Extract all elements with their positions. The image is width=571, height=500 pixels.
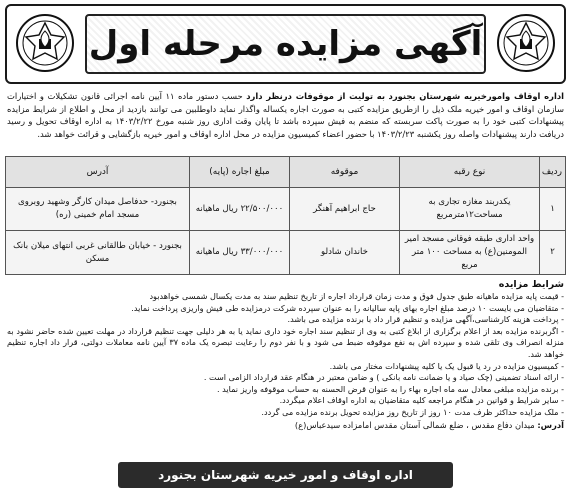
- intro-lead-rest: به تولیت از موقوفات درنظر دارد: [246, 91, 385, 101]
- ad-title: آگهی مزایده مرحله اول: [88, 24, 483, 64]
- condition-item: - متقاضیان می بایست ۱۰ درصد مبلغ اجاره بهای پایه سالیانه را به عنوان سپرده شرکت درمزایده طی فیش واریزی پرداخت نماید.: [131, 302, 564, 313]
- condition-item: - ملک مزایده حداکثر ظرف مدت ۱۰ روز از تاریخ روز مزایده تحویل برنده مزایده می گردد.: [261, 406, 564, 417]
- title-banner: [85, 14, 486, 74]
- condition-item: - ارائه اسناد تضمینی (چک صیاد و یا ضمانت نامه بانکی ) و ضامن معتبر در هنگام عقد قرارداد الزامی است .: [203, 372, 564, 383]
- conditions-title: شرایط مزایده: [498, 279, 564, 290]
- row-endowment: حاج ابراهیم آهنگر: [290, 188, 400, 231]
- intro-body: حسب دستور ماده ۱۱ آیین نامه اجرائی قانون تشکیلات و اختیارات سازمان اوقاف و امور خیریه ملک ذیل را ازطریق مزایده کتبی به صورت اجاره یکساله واگذار نماید داوطلبین می توانند بازدید از محل و اطلاع از شرایط مزایده پیشنهادات کتبی خود را به صورت پاکت سربسته که منضم به فیش سپرده باشد تا پایان وقت اداری روز شنبه مورخ ۱۴۰۳/۲/۲۲ به اداره اوقاف تحویل و رسید دریافت دارند پیشنهادات واصله روز یکشنبه ۱۴۰۳/۲/۲۳ با حضور اعضاء کمیسیون مزایده در محل اداره اوقاف و امور خیریه بازگشایی و قرائت خواهد شد.: [7, 91, 564, 139]
- header-type: نوع رقبه: [400, 157, 540, 188]
- condition-item: - برنده مزایده مبلغی معادل سه ماه اجاره بهاء را به عنوان قرض الحسنه به حساب موقوفه واریز نماید .: [216, 383, 564, 394]
- awqaf-emblem-icon: [496, 13, 556, 73]
- row-rent: ۲۲/۵۰۰/۰۰۰ ریال ماهیانه: [190, 188, 290, 231]
- footer-banner: اداره اوقاف و امور خیریه شهرستان بجنورد: [118, 462, 453, 488]
- ad-header: [5, 4, 566, 84]
- awqaf-emblem-icon: [15, 13, 75, 73]
- intro-lead: اداره اوقاف وامورخیریه شهرستان بجنورد: [388, 91, 564, 101]
- condition-item: - سایر شرایط و قوانین در هنگام مراجعه کلیه متقاضیان به اداره اوقاف اعلام میگردد.: [279, 395, 564, 406]
- row-address: بجنورد - خیابان طالقانی غربی انتهای میلان بانک مسکن: [6, 231, 190, 275]
- row-type: یکدربند مغازه تجاری به مساحت۱۲مترمربع: [400, 188, 540, 231]
- condition-item: - کمیسیون مزایده در رد یا قبول یک یا کلیه پیشنهادات مختار می باشد.: [329, 360, 564, 371]
- header-rent: مبلغ اجاره (پایه): [190, 157, 290, 188]
- address-label: آدرس:: [537, 419, 564, 430]
- condition-item: - قیمت پایه مزایده ماهیانه طبق جدول فوق و مدت زمان قرارداد اجاره از تاریخ تنظیم سند به مدت یکسال شمسی خواهدبود: [149, 291, 564, 301]
- office-address: [7, 419, 564, 431]
- row-address: بجنورد- حدفاصل میدان کارگر وشهید روبروی مسجد امام خمینی (ره): [6, 188, 190, 231]
- table-row: [6, 188, 566, 231]
- row-index: ۱: [540, 188, 566, 231]
- table-row: [6, 231, 566, 275]
- conditions-list: [5, 291, 566, 419]
- row-rent: ۳۳/۰۰۰/۰۰۰ ریال ماهیانه: [190, 231, 290, 275]
- header-index: ردیف: [540, 157, 566, 188]
- auction-table: [5, 156, 566, 275]
- condition-item: - پرداخت هزینه کارشناسی،آگهی مزایده و تنظیم قرار داد با برنده مزایده می باشد.: [287, 314, 564, 325]
- table-header-row: [6, 157, 566, 188]
- row-index: ۲: [540, 231, 566, 275]
- row-type: واحد اداری طبقه فوقانی مسجد امیر المومنین(ع) به مساحت ۱۰۰ متر مربع: [400, 231, 540, 275]
- row-endowment: خاندان شادلو: [290, 231, 400, 275]
- header-address: آدرس: [6, 157, 190, 188]
- header-endowment: موقوفه: [290, 157, 400, 188]
- address-text: میدان دفاع مقدس ، ضلع شمالی آستان مقدس امامزاده سیدعباس(ع): [294, 419, 535, 430]
- intro-paragraph: [7, 90, 564, 153]
- condition-item: - اگربرنده مزایده بعد از اعلام برگزاری از ابلاغ کتبی به وی از تنظیم سند اجاره خود داری نماید یا به هر دلیلی جهت تنظیم قرارداد در مهلت تعیین شده حاضر نشود به منزله انصراف وی تلقی شده و سپرده اش به نفع موقوفه ضبط می شود و با نفر دوم را رعایت تبصره یک ماده ۳۷ آیین نامه معاملات دولتی، قرار داد اجاره تنظیم خواهد شد.: [7, 325, 564, 359]
